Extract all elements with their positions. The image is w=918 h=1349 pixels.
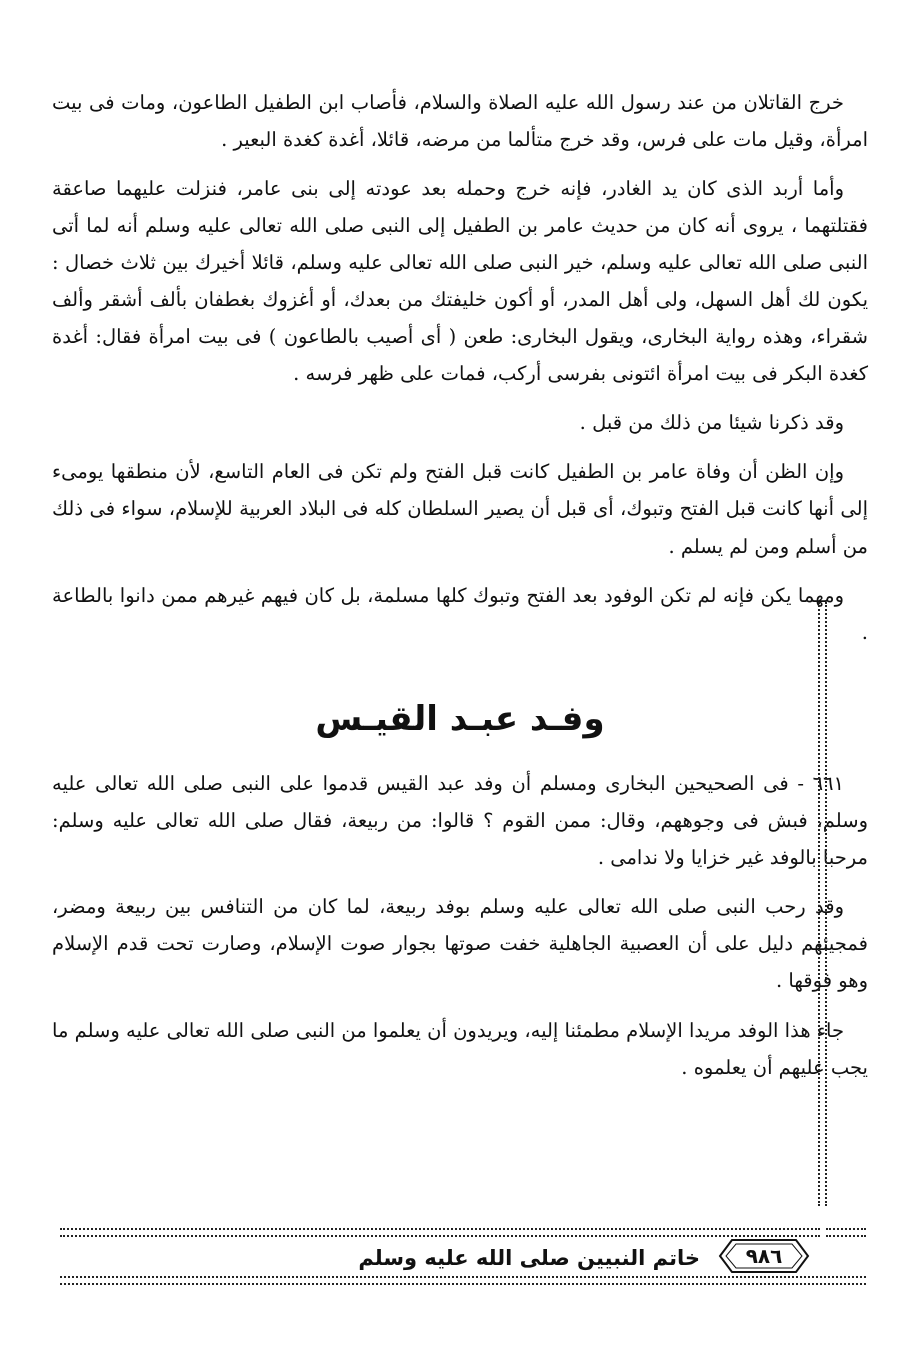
page-body: [52, 84, 868, 1098]
side-border-rule: [818, 602, 827, 1206]
paragraph: خرج القاتلان من عند رسول الله عليه الصلاة والسلام، فأصاب ابن الطفيل الطاعون، ومات فى بيت امرأة، وقيل مات على فرس، وقد خرج متألما من مرضه، قائلا، أغدة كغدة البعير .: [52, 91, 868, 152]
paragraph: ٦٦١ - فى الصحيحين البخارى ومسلم أن وفد عبد القيس قدموا على النبى صلى الله تعالى عليه وسلم، فبش فى وجوههم، وقال: ممن القوم ؟ قالوا: من ربيعة، فقال صلى الله تعالى عليه وسلم: مرحبا بالوفد غير خزايا ولا ندامى .: [52, 772, 868, 870]
bottom-border-rule: [60, 1228, 820, 1237]
footer-rule: [60, 1276, 866, 1285]
paragraph: وأما أربد الذى كان يد الغادر، فإنه خرج وحمله بعد عودته إلى بنى عامر، فنزلت عليهما صاعقة فقتلتهما ، يروى أنه كان من حديث عامر بن الطفيل إلى النبى صلى الله تعالى عليه وسلم أنه لما أتى النبى صلى الله تعالى عليه وسلم، خير النبى صلى الله تعالى عليه وسلم، قائلا أخيرك بين ثلاث خصال : يكون لك أهل السهل، ولى أهل المدر، أو أكون خليفتك من بعدك، أو أغزوك بغطفان بألف أشقر وألف شقراء، وهذه رواية البخارى، ويقول البخارى: طعن ( أى أصيب بالطاعون ) فى بيت امرأة فقال: أغدة كغدة البكر فى بيت امرأة ائتونى بفرسى أركب، فمات على ظهر فرسه .: [52, 177, 868, 386]
bottom-border-rule-right: [826, 1228, 866, 1237]
running-footer-title: خاتم النبيين صلى الله عليه وسلم: [358, 1246, 700, 1270]
page-number: ٩٨٦: [745, 1244, 783, 1268]
paragraph: ومهما يكن فإنه لم تكن الوفود بعد الفتح وتبوك كلها مسلمة، بل كان فيهم غيرهم ممن دانوا بالطاعة .: [52, 583, 868, 644]
page-number-badge: [718, 1238, 810, 1274]
paragraph: وقد رحب النبى صلى الله تعالى عليه وسلم بوفد ربيعة، لما كان من التنافس بين ربيعة ومضر، فمجيئهم دليل على أن العصبية الجاهلية خفت صوتها بجوار صوت الإسلام، وصارت تحت قدم الإسلام وهو فوقها .: [52, 895, 868, 993]
paragraph: جاء هذا الوفد مريدا الإسلام مطمئنا إليه، ويريدون أن يعلموا من النبى صلى الله تعالى عليه وسلم ما يجب عليهم أن يعلموه .: [52, 1018, 868, 1079]
paragraph: وقد ذكرنا شيئا من ذلك من قبل .: [579, 411, 844, 435]
section-heading: وفـد عبـد القيـس: [315, 698, 605, 739]
paragraph: وإن الظن أن وفاة عامر بن الطفيل كانت قبل الفتح ولم تكن فى العام التاسع، لأن منطقها يومىء إلى أنها كانت قبل الفتح وتبوك، أى قبل أن يصير السلطان كله فى البلاد العربية للإسلام، سواء فى ذلك من أسلم ومن لم يسلم .: [52, 460, 868, 558]
